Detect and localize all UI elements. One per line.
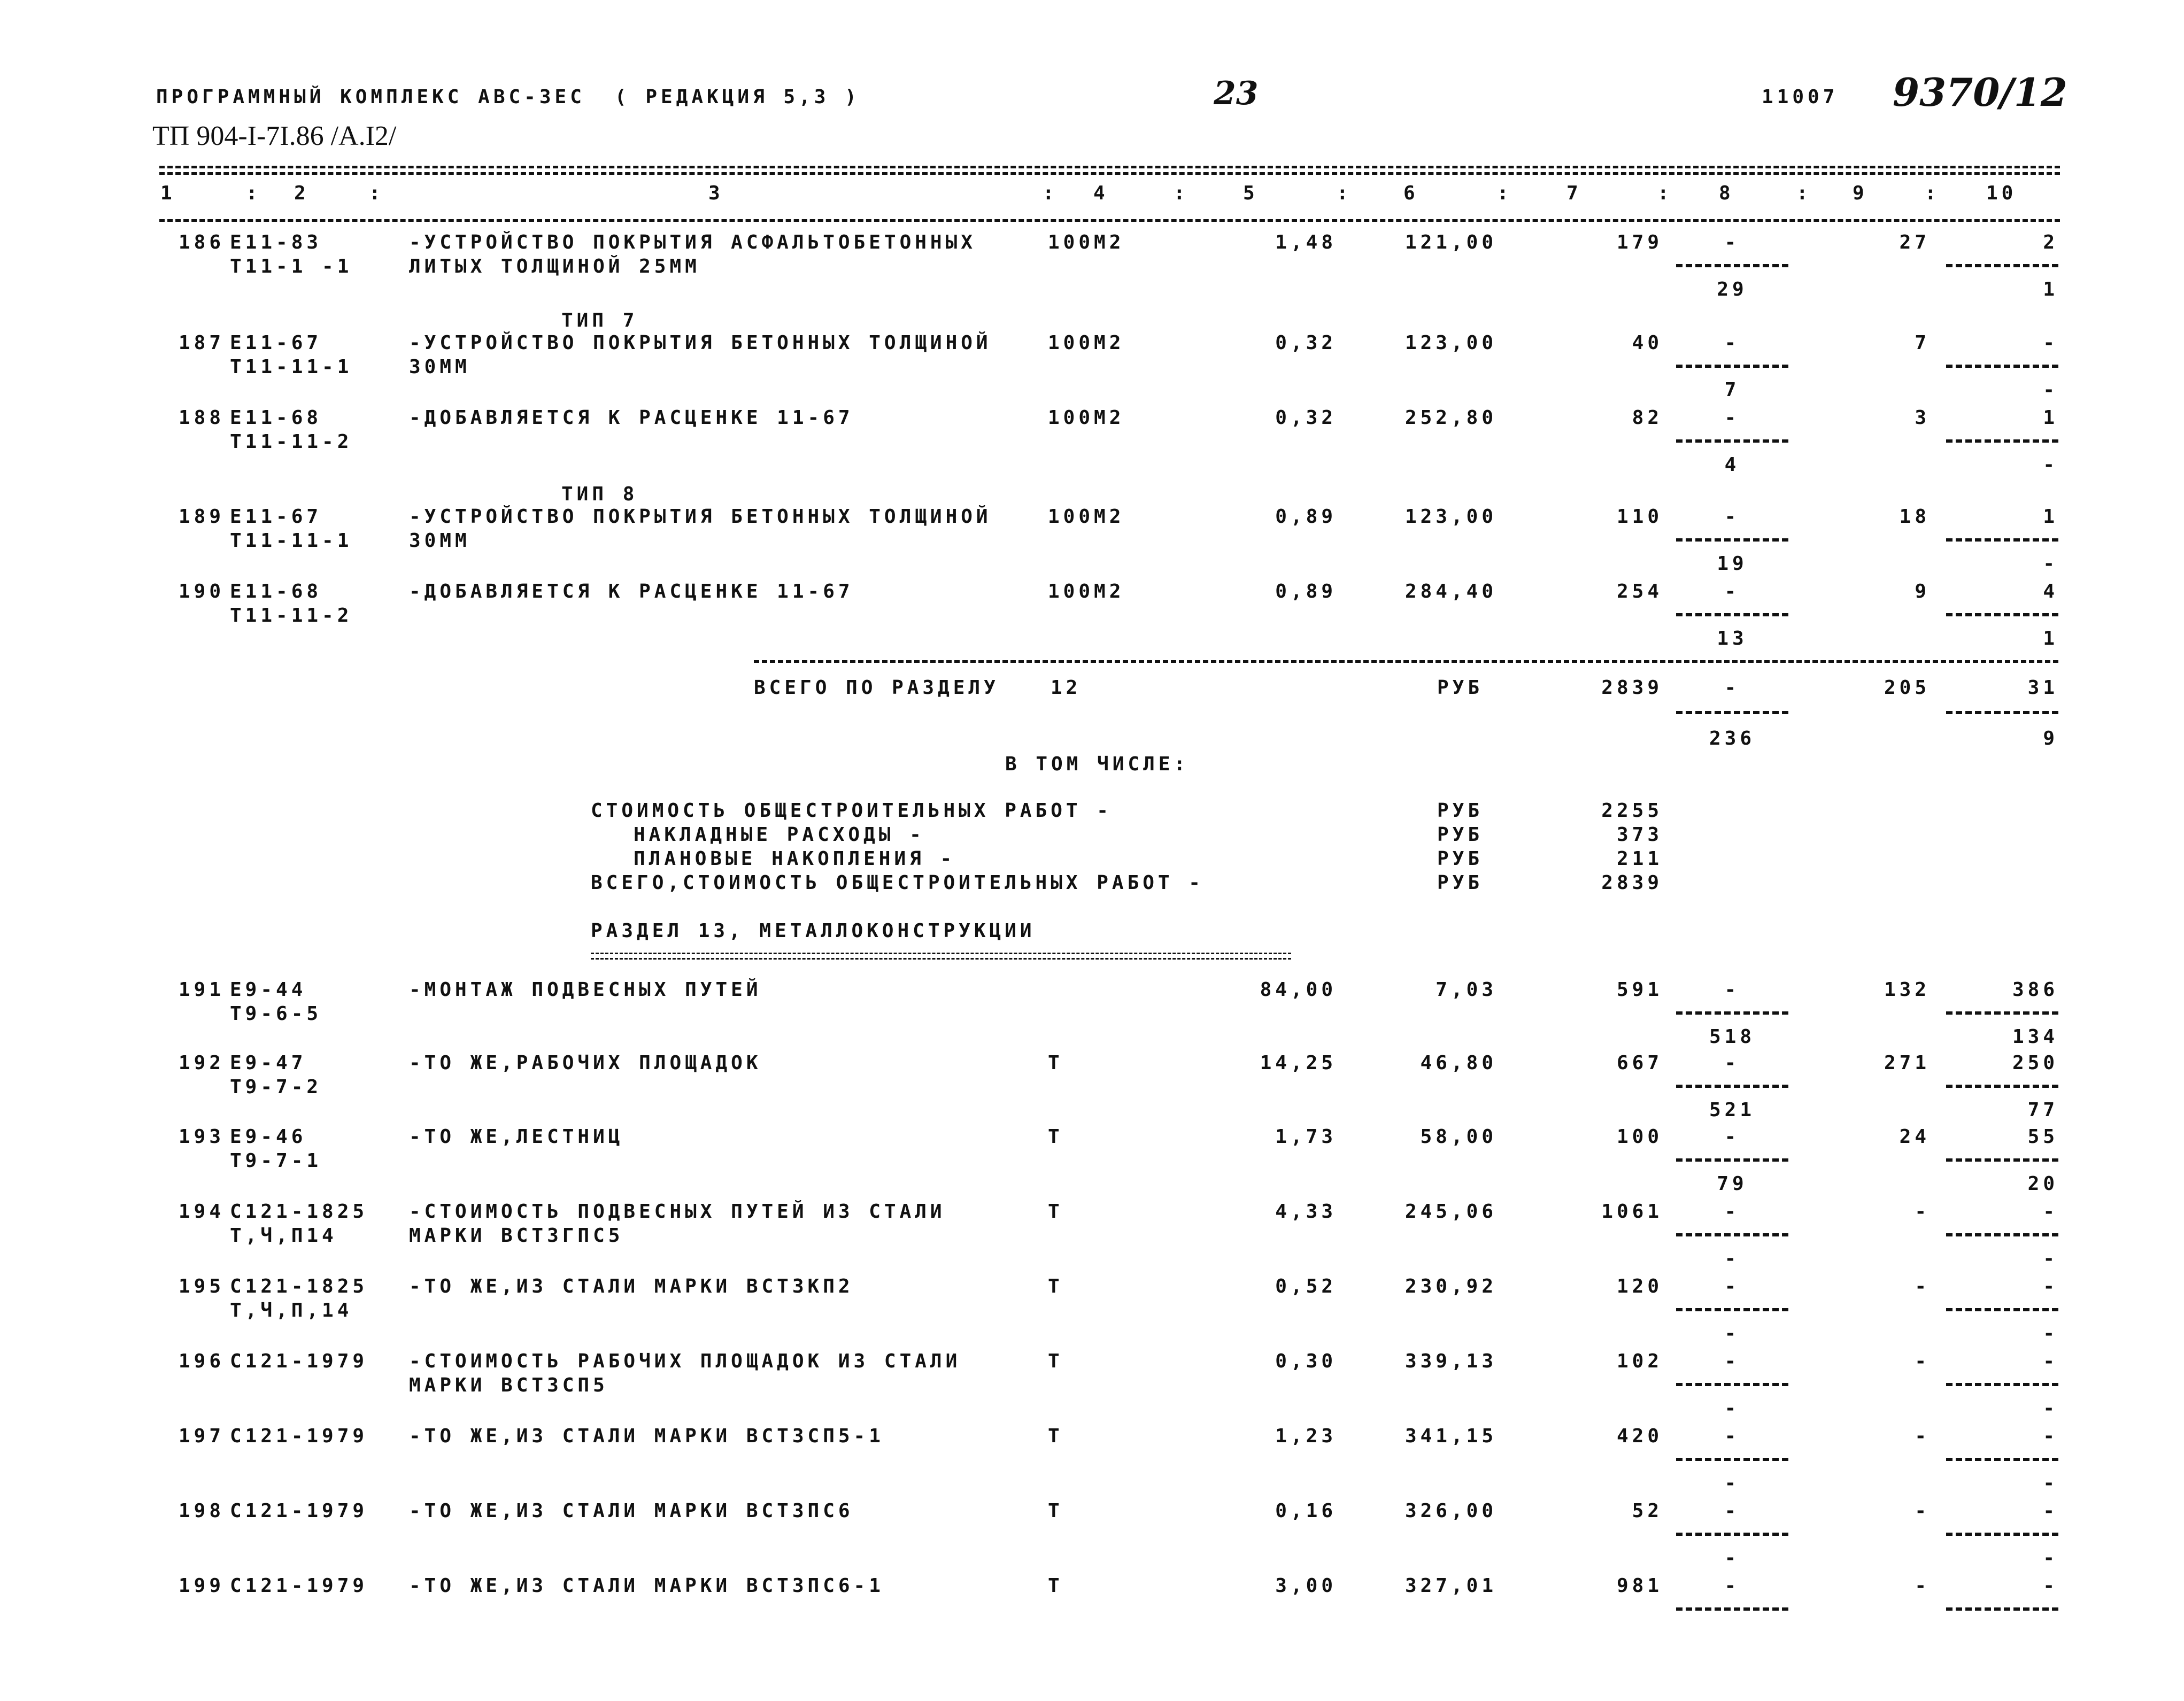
col9-value: - — [1915, 1500, 1930, 1522]
section-title-underline — [591, 953, 1291, 954]
fraction-line — [1676, 1383, 1788, 1386]
col10-subvalue: - — [2043, 1472, 2058, 1494]
unit-price: 7,03 — [1436, 979, 1497, 1001]
rate-ref: Т,Ч,П14 — [230, 1225, 337, 1247]
work-description: -УСТРОЙСТВО ПОКРЫТИЯ БЕТОННЫХ ТОЛЩИНОЙ — [409, 332, 992, 354]
quantity: 1,48 — [1275, 231, 1337, 253]
header-bottom-rule — [159, 219, 2060, 222]
fraction-line — [1946, 1458, 2058, 1461]
col10-value: 2 — [2043, 231, 2058, 253]
breakdown-unit: РУБ — [1437, 824, 1484, 846]
unit-price: 341,15 — [1404, 1425, 1497, 1447]
breakdown-unit: РУБ — [1437, 800, 1484, 822]
fraction-line — [1676, 711, 1788, 714]
row-number: 197 — [178, 1425, 225, 1447]
column-separator: : — [246, 182, 261, 204]
unit-price: 123,00 — [1404, 506, 1497, 528]
col8-value: - — [1724, 1575, 1740, 1597]
col8-value: - — [1724, 1350, 1740, 1372]
fraction-line — [1676, 1458, 1788, 1461]
unit: Т — [1048, 1275, 1063, 1297]
column-separator: : — [1796, 182, 1812, 204]
unit: 100М2 — [1048, 506, 1125, 528]
section-total-col10: 31 — [2027, 677, 2058, 699]
col9-value: - — [1915, 1425, 1930, 1447]
subsection-label: ТИП 8 — [561, 483, 638, 505]
col9-value: - — [1915, 1275, 1930, 1297]
col8-value: - — [1724, 1201, 1740, 1223]
col10-value: - — [2043, 1500, 2058, 1522]
edition: ( РЕДАКЦИЯ 5,3 ) — [615, 86, 860, 108]
quantity: 0,89 — [1275, 506, 1337, 528]
rate-code: Е11-67 — [230, 506, 322, 528]
col9-value: 27 — [1899, 231, 1930, 253]
row-number: 187 — [178, 332, 225, 354]
breakdown-label: СТОИМОСТЬ ОБЩЕСТРОИТЕЛЬНЫХ РАБОТ - — [591, 800, 1112, 822]
col8-value: - — [1724, 979, 1740, 1001]
total-cost: 82 — [1632, 407, 1663, 429]
fraction-line — [1946, 1085, 2058, 1088]
section-total-unit: РУБ — [1437, 677, 1484, 699]
fraction-line — [1676, 264, 1788, 267]
row-number: 190 — [178, 581, 225, 602]
row-number: 186 — [178, 231, 225, 253]
work-description: -ТО ЖЕ,ИЗ СТАЛИ МАРКИ ВСТЗКП2 — [409, 1275, 854, 1297]
col9-value: 9 — [1915, 581, 1930, 602]
col8-value: - — [1724, 581, 1740, 602]
work-description: -СТОИМОСТЬ ПОДВЕСНЫХ ПУТЕЙ ИЗ СТАЛИ — [409, 1201, 946, 1223]
work-description: -УСТРОЙСТВО ПОКРЫТИЯ АСФАЛЬТОБЕТОННЫХ — [409, 231, 976, 253]
row-number: 196 — [178, 1350, 225, 1372]
row-number: 199 — [178, 1575, 225, 1597]
work-description: -ТО ЖЕ,ИЗ СТАЛИ МАРКИ ВСТЗСП5-1 — [409, 1425, 884, 1447]
fraction-line — [1946, 1308, 2058, 1311]
col8-subvalue: 521 — [1709, 1099, 1756, 1121]
col8-value: - — [1724, 332, 1740, 354]
fraction-line — [1676, 1308, 1788, 1311]
program-name: ПРОГРАММНЫЙ КОМПЛЕКС АВС-ЗЕС — [156, 86, 585, 108]
quantity: 0,32 — [1275, 407, 1337, 429]
column-header: 5 — [1243, 182, 1259, 204]
breakdown-unit: РУБ — [1437, 872, 1484, 894]
project-code: ТП 904-I-7I.86 /А.I2/ — [152, 121, 397, 151]
col9-value: 24 — [1899, 1126, 1930, 1148]
breakdown-unit: РУБ — [1437, 848, 1484, 870]
section-title: РАЗДЕЛ 13, МЕТАЛЛОКОНСТРУКЦИИ — [591, 920, 1036, 942]
quantity: 0,16 — [1275, 1500, 1337, 1522]
col10-subvalue: 1 — [2043, 628, 2058, 650]
col10-subvalue: - — [2043, 1323, 2058, 1344]
col8-subvalue: - — [1724, 1547, 1740, 1569]
row-number: 198 — [178, 1500, 225, 1522]
total-cost: 52 — [1632, 1500, 1663, 1522]
col8-subvalue: 19 — [1717, 553, 1748, 575]
col8-value: - — [1724, 1275, 1740, 1297]
fraction-line — [1946, 1533, 2058, 1536]
fraction-line — [1946, 365, 2058, 368]
rate-code: С121-1979 — [230, 1575, 368, 1597]
col10-subvalue: 1 — [2043, 279, 2058, 300]
column-header: 1 — [160, 182, 176, 204]
rate-ref: Т11-11-1 — [230, 530, 353, 552]
unit: 100М2 — [1048, 407, 1125, 429]
col8-subvalue: - — [1724, 1248, 1740, 1270]
col10-subvalue: 20 — [2027, 1173, 2058, 1195]
column-separator: : — [1925, 182, 1940, 204]
column-header: 2 — [294, 182, 310, 204]
col9-value: - — [1915, 1201, 1930, 1223]
column-separator: : — [1337, 182, 1352, 204]
fraction-line — [1946, 439, 2058, 443]
row-number: 195 — [178, 1275, 225, 1297]
col8-value: - — [1724, 1126, 1740, 1148]
column-separator: : — [369, 182, 384, 204]
rate-code: С121-1979 — [230, 1500, 368, 1522]
unit: Т — [1048, 1500, 1063, 1522]
total-cost: 1061 — [1601, 1201, 1663, 1223]
col10-subvalue: - — [2043, 454, 2058, 476]
page-number: 23 — [1214, 75, 1259, 112]
col8-value: - — [1724, 1425, 1740, 1447]
rate-ref: Т9-6-5 — [230, 1003, 322, 1025]
rate-ref: Т11-11-1 — [230, 356, 353, 378]
breakdown-value: 373 — [1616, 824, 1663, 846]
rate-code: С121-1979 — [230, 1350, 368, 1372]
breakdown-title: В ТОМ ЧИСЛЕ: — [1005, 753, 1190, 775]
col8-subvalue: 7 — [1724, 379, 1740, 401]
work-description: -УСТРОЙСТВО ПОКРЫТИЯ БЕТОННЫХ ТОЛЩИНОЙ — [409, 506, 992, 528]
fraction-line — [1676, 1607, 1788, 1611]
work-description: -ТО ЖЕ,ИЗ СТАЛИ МАРКИ ВСТЗПС6 — [409, 1500, 854, 1522]
unit-price: 46,80 — [1420, 1052, 1497, 1074]
col10-value: - — [2043, 332, 2058, 354]
unit-price: 284,40 — [1404, 581, 1497, 602]
fraction-line — [1946, 1233, 2058, 1236]
fraction-line — [1946, 264, 2058, 267]
total-cost: 420 — [1616, 1425, 1663, 1447]
rate-ref: Т11-1 -1 — [230, 256, 353, 277]
col8-value: - — [1724, 1052, 1740, 1074]
total-cost: 254 — [1616, 581, 1663, 602]
work-description: -МОНТАЖ ПОДВЕСНЫХ ПУТЕЙ — [409, 979, 762, 1001]
quantity: 1,23 — [1275, 1425, 1337, 1447]
col8-value: - — [1724, 407, 1740, 429]
total-cost: 100 — [1616, 1126, 1663, 1148]
rate-ref: Т,Ч,П,14 — [230, 1300, 353, 1321]
rate-ref: Т11-11-2 — [230, 431, 353, 453]
fraction-line — [1676, 1158, 1788, 1162]
unit-price: 230,92 — [1404, 1275, 1497, 1297]
rate-code: Е11-83 — [230, 231, 322, 253]
unit-price: 327,01 — [1404, 1575, 1497, 1597]
fraction-line — [1676, 439, 1788, 443]
breakdown-label: ВСЕГО,СТОИМОСТЬ ОБЩЕСТРОИТЕЛЬНЫХ РАБОТ - — [591, 872, 1204, 894]
section-total-label: ВСЕГО ПО РАЗДЕЛУ — [754, 677, 999, 699]
section-total-number: 12 — [1051, 677, 1082, 699]
column-header: 9 — [1853, 182, 1868, 204]
column-header: 8 — [1719, 182, 1734, 204]
fraction-line — [1946, 1158, 2058, 1162]
breakdown-value: 2839 — [1601, 872, 1663, 894]
col8-subvalue: 13 — [1717, 628, 1748, 650]
rate-code: Е9-44 — [230, 979, 307, 1001]
breakdown-label: НАКЛАДНЫЕ РАСХОДЫ - — [634, 824, 925, 846]
total-cost: 179 — [1616, 231, 1663, 253]
unit-price: 252,80 — [1404, 407, 1497, 429]
section-total-value: 2839 — [1601, 677, 1663, 699]
unit-price: 121,00 — [1404, 231, 1497, 253]
fraction-line — [1946, 711, 2058, 714]
quantity: 1,73 — [1275, 1126, 1337, 1148]
col9-value: 18 — [1899, 506, 1930, 528]
breakdown-value: 2255 — [1601, 800, 1663, 822]
col8-subvalue: 29 — [1717, 279, 1748, 300]
fraction-line — [1676, 538, 1788, 542]
unit-price: 339,13 — [1404, 1350, 1497, 1372]
row-number: 191 — [178, 979, 225, 1001]
unit: Т — [1048, 1126, 1063, 1148]
col10-value: - — [2043, 1575, 2058, 1597]
rate-code: Е11-68 — [230, 407, 322, 429]
row-number: 188 — [178, 407, 225, 429]
col10-subvalue: - — [2043, 553, 2058, 575]
col10-subvalue: 134 — [2012, 1026, 2058, 1048]
section-total-col10b: 9 — [2043, 728, 2058, 749]
total-cost: 667 — [1616, 1052, 1663, 1074]
unit: 100М2 — [1048, 332, 1125, 354]
unit: Т — [1048, 1201, 1063, 1223]
section-total-col8b: 236 — [1709, 728, 1756, 749]
fraction-line — [1946, 1011, 2058, 1015]
column-separator: : — [1174, 182, 1189, 204]
column-separator: : — [1043, 182, 1058, 204]
col8-subvalue: - — [1724, 1472, 1740, 1494]
unit: Т — [1048, 1425, 1063, 1447]
col9-value: 271 — [1884, 1052, 1930, 1074]
col9-value: - — [1915, 1575, 1930, 1597]
section-title-underline-2 — [591, 958, 1291, 960]
fraction-line — [1676, 1011, 1788, 1015]
work-description-cont: 30ММ — [409, 530, 470, 552]
col10-value: 4 — [2043, 581, 2058, 602]
col8-subvalue: 518 — [1709, 1026, 1756, 1048]
unit-price: 58,00 — [1420, 1126, 1497, 1148]
column-header: 3 — [708, 182, 724, 204]
header-top-rule — [159, 166, 2060, 168]
rate-code: С121-1825 — [230, 1201, 368, 1223]
quantity: 0,32 — [1275, 332, 1337, 354]
col10-value: 1 — [2043, 407, 2058, 429]
rate-code: Е11-67 — [230, 332, 322, 354]
fraction-line — [1946, 1607, 2058, 1611]
unit: 100М2 — [1048, 581, 1125, 602]
col10-subvalue: - — [2043, 1248, 2058, 1270]
col9-value: 7 — [1915, 332, 1930, 354]
col8-value: - — [1724, 506, 1740, 528]
work-description: -ДОБАВЛЯЕТСЯ К РАСЦЕНКЕ 11-67 — [409, 581, 854, 602]
col10-value: - — [2043, 1350, 2058, 1372]
col9-value: 132 — [1884, 979, 1930, 1001]
row-number: 193 — [178, 1126, 225, 1148]
row-number: 189 — [178, 506, 225, 528]
quantity: 14,25 — [1260, 1052, 1337, 1074]
section-total-col8: - — [1724, 677, 1740, 699]
work-description-cont: МАРКИ ВСТЗГПС5 — [409, 1225, 624, 1247]
breakdown-label: ПЛАНОВЫЕ НАКОПЛЕНИЯ - — [634, 848, 956, 870]
fraction-line — [1946, 538, 2058, 542]
col10-value: - — [2043, 1425, 2058, 1447]
unit-price: 326,00 — [1404, 1500, 1497, 1522]
unit: 100М2 — [1048, 231, 1125, 253]
row-number: 192 — [178, 1052, 225, 1074]
fraction-line — [1676, 613, 1788, 616]
col8-subvalue: 79 — [1717, 1173, 1748, 1195]
work-description: -ДОБАВЛЯЕТСЯ К РАСЦЕНКЕ 11-67 — [409, 407, 854, 429]
col10-value: 1 — [2043, 506, 2058, 528]
col8-value: - — [1724, 231, 1740, 253]
col10-subvalue: - — [2043, 1547, 2058, 1569]
total-cost: 110 — [1616, 506, 1663, 528]
rate-code: Е9-46 — [230, 1126, 307, 1148]
total-cost: 40 — [1632, 332, 1663, 354]
quantity: 84,00 — [1260, 979, 1337, 1001]
col8-value: - — [1724, 1500, 1740, 1522]
section-total-col9: 205 — [1884, 677, 1930, 699]
col10-value: - — [2043, 1201, 2058, 1223]
header-top-rule-2 — [159, 172, 2060, 175]
quantity: 0,89 — [1275, 581, 1337, 602]
col10-subvalue: - — [2043, 1397, 2058, 1419]
rate-code: Е11-68 — [230, 581, 322, 602]
unit: Т — [1048, 1575, 1063, 1597]
col8-subvalue: - — [1724, 1397, 1740, 1419]
unit-price: 123,00 — [1404, 332, 1497, 354]
fraction-line — [1676, 1533, 1788, 1536]
column-header: 4 — [1093, 182, 1109, 204]
fraction-line — [1946, 613, 2058, 616]
column-header: 7 — [1566, 182, 1582, 204]
col8-subvalue: - — [1724, 1323, 1740, 1344]
rate-ref: Т11-11-2 — [230, 605, 353, 627]
column-separator: : — [1657, 182, 1673, 204]
rate-ref: Т9-7-1 — [230, 1150, 322, 1172]
col10-value: 386 — [2012, 979, 2058, 1001]
work-description-cont: 30ММ — [409, 356, 470, 378]
col10-subvalue: 77 — [2027, 1099, 2058, 1121]
total-rule — [754, 660, 2058, 663]
column-header: 10 — [1986, 182, 2017, 204]
total-cost: 591 — [1616, 979, 1663, 1001]
fraction-line — [1676, 1233, 1788, 1236]
col10-value: - — [2043, 1275, 2058, 1297]
work-description-cont: МАРКИ ВСТЗСП5 — [409, 1374, 608, 1396]
column-header: 6 — [1403, 182, 1419, 204]
breakdown-value: 211 — [1616, 848, 1663, 870]
subsection-label: ТИП 7 — [561, 310, 638, 331]
total-cost: 981 — [1616, 1575, 1663, 1597]
col10-value: 55 — [2027, 1126, 2058, 1148]
quantity: 0,30 — [1275, 1350, 1337, 1372]
total-cost: 120 — [1616, 1275, 1663, 1297]
col9-value: - — [1915, 1350, 1930, 1372]
col8-subvalue: 4 — [1724, 454, 1740, 476]
rate-code: С121-1825 — [230, 1275, 368, 1297]
document-code: 11007 — [1762, 86, 1839, 108]
work-description: -СТОИМОСТЬ РАБОЧИХ ПЛОЩАДОК ИЗ СТАЛИ — [409, 1350, 961, 1372]
sheet-mark: 9370/12 — [1893, 69, 2067, 115]
col10-subvalue: - — [2043, 379, 2058, 401]
fraction-line — [1676, 365, 1788, 368]
col10-value: 250 — [2012, 1052, 2058, 1074]
work-description-cont: ЛИТЫХ ТОЛЩИНОЙ 25ММ — [409, 256, 700, 277]
fraction-line — [1676, 1085, 1788, 1088]
row-number: 194 — [178, 1201, 225, 1223]
unit: Т — [1048, 1350, 1063, 1372]
quantity: 4,33 — [1275, 1201, 1337, 1223]
col9-value: 3 — [1915, 407, 1930, 429]
rate-code: Е9-47 — [230, 1052, 307, 1074]
unit: Т — [1048, 1052, 1063, 1074]
unit-price: 245,06 — [1404, 1201, 1497, 1223]
work-description: -ТО ЖЕ,ЛЕСТНИЦ — [409, 1126, 624, 1148]
work-description: -ТО ЖЕ,ИЗ СТАЛИ МАРКИ ВСТЗПС6-1 — [409, 1575, 884, 1597]
total-cost: 102 — [1616, 1350, 1663, 1372]
quantity: 3,00 — [1275, 1575, 1337, 1597]
work-description: -ТО ЖЕ,РАБОЧИХ ПЛОЩАДОК — [409, 1052, 762, 1074]
rate-ref: Т9-7-2 — [230, 1076, 322, 1098]
fraction-line — [1946, 1383, 2058, 1386]
quantity: 0,52 — [1275, 1275, 1337, 1297]
column-separator: : — [1497, 182, 1512, 204]
rate-code: С121-1979 — [230, 1425, 368, 1447]
